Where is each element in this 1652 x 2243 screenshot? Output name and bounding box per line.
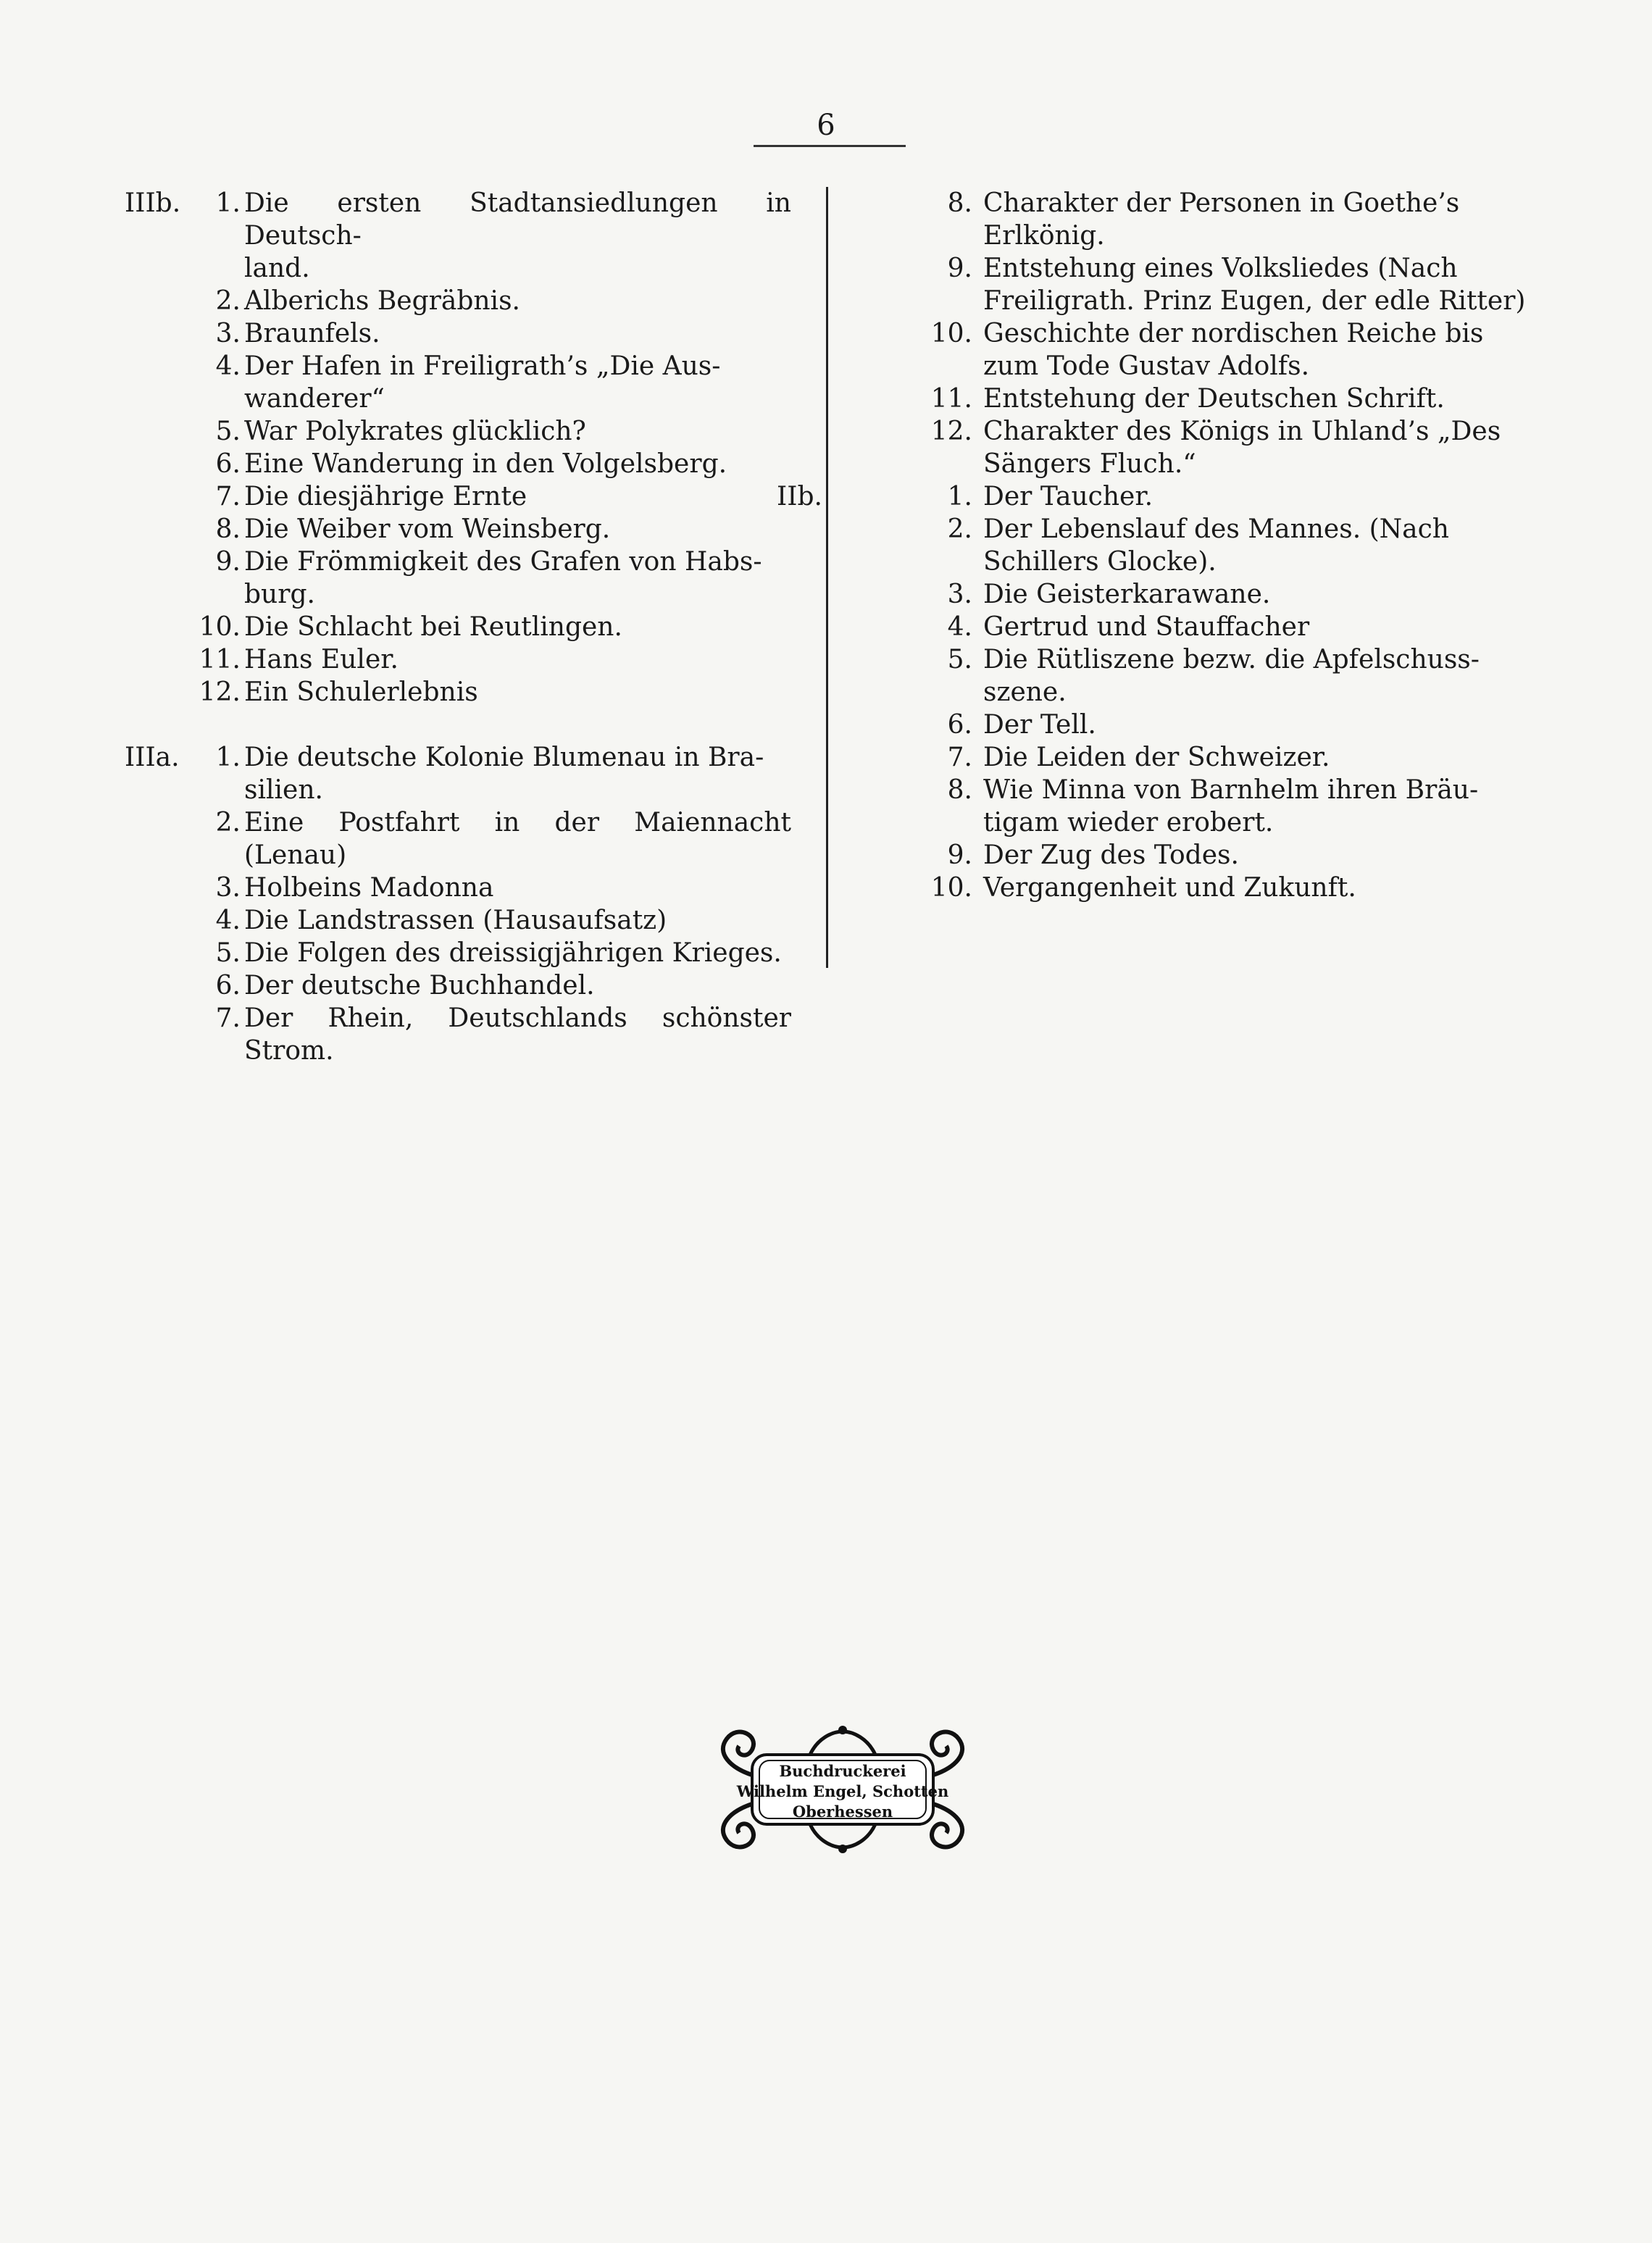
item-number: 8. xyxy=(947,775,972,805)
item-title: Die Geisterkarawane. xyxy=(983,580,1271,609)
essay-item xyxy=(849,806,1530,839)
item-number: 12. xyxy=(930,417,972,446)
item-title: Entstehung der Deutschen Schrift. xyxy=(983,384,1445,414)
item-number: 10. xyxy=(930,319,972,348)
item-number: 5. xyxy=(215,417,241,446)
essay-item xyxy=(849,383,1530,415)
item-title: Die Leiden der Schweizer. xyxy=(983,743,1330,772)
item-title: burg. xyxy=(244,580,315,609)
item-title: Wie Minna von Barnhelm ihren Bräu- xyxy=(983,775,1479,805)
item-title: Die diesjährige Ernte xyxy=(244,482,527,511)
essay-item xyxy=(125,285,791,317)
essay-item xyxy=(849,285,1530,317)
essay-item xyxy=(849,872,1530,904)
item-title: tigam wieder erobert. xyxy=(983,808,1274,838)
essay-item xyxy=(125,317,791,350)
essay-item xyxy=(125,415,791,448)
item-title: Die deutsche Kolonie Blumenau in Bra- xyxy=(244,743,764,772)
item-title: Geschichte der nordischen Reiche bis xyxy=(983,319,1484,348)
essay-item xyxy=(125,480,791,513)
essay-item xyxy=(125,611,791,643)
item-title: Die Folgen des dreissigjährigen Krieges. xyxy=(244,938,782,968)
essay-item xyxy=(125,676,791,709)
essay-item xyxy=(849,317,1530,350)
item-title: Der Zug des Todes. xyxy=(983,840,1239,870)
item-number: 7. xyxy=(947,743,972,772)
essay-item xyxy=(849,741,1530,774)
item-number: 1. xyxy=(215,743,241,772)
item-title: Die Rütliszene bezw. die Apfelschuss- xyxy=(983,645,1480,674)
page-number-rule xyxy=(754,145,906,147)
essay-item xyxy=(125,1002,791,1067)
item-number: 10. xyxy=(199,612,241,642)
item-number: 4. xyxy=(215,351,241,381)
essay-item xyxy=(125,806,791,872)
item-title: Charakter des Königs in Uhland’s „Des xyxy=(983,417,1501,446)
item-number: 5. xyxy=(215,938,241,968)
essay-item xyxy=(125,774,791,806)
item-title: Der Hafen in Freiligrath’s „Die Aus- xyxy=(244,351,721,381)
item-title: land. xyxy=(244,254,310,283)
essay-group xyxy=(125,187,791,709)
item-title: Der Rhein, Deutschlands schönster Strom. xyxy=(244,1003,791,1066)
item-number: 5. xyxy=(947,645,972,674)
item-title: Alberichs Begräbnis. xyxy=(244,286,520,316)
item-number: 9. xyxy=(215,547,241,577)
class-label: IIIa. xyxy=(125,743,180,772)
item-title: Freiligrath. Prinz Eugen, der edle Ritter) xyxy=(983,286,1526,316)
item-number: 6. xyxy=(215,449,241,479)
item-number: 1. xyxy=(215,188,241,218)
essay-item xyxy=(849,187,1530,220)
essay-item xyxy=(849,220,1530,252)
essay-item xyxy=(125,546,791,578)
essay-item xyxy=(125,643,791,676)
class-label: IIb. xyxy=(777,482,822,511)
item-title: Der Taucher. xyxy=(983,482,1154,511)
item-number: 4. xyxy=(215,906,241,935)
essay-item xyxy=(125,578,791,611)
item-number: 8. xyxy=(947,188,972,218)
essay-item xyxy=(849,350,1530,383)
item-number: 2. xyxy=(947,514,972,544)
item-number: 3. xyxy=(215,873,241,903)
essay-item xyxy=(849,480,1530,513)
item-number: 12. xyxy=(199,677,241,707)
item-title: Holbeins Madonna xyxy=(244,873,494,903)
item-number: 7. xyxy=(215,1003,241,1033)
class-label: IIIb. xyxy=(125,188,181,218)
essay-item xyxy=(125,937,791,969)
essay-item xyxy=(849,643,1530,676)
item-number: 9. xyxy=(947,254,972,283)
essay-item xyxy=(849,774,1530,806)
item-number: 2. xyxy=(215,286,241,316)
left-column xyxy=(125,187,791,1067)
essay-item xyxy=(849,252,1530,285)
item-title: szene. xyxy=(983,677,1067,707)
item-number: 6. xyxy=(215,971,241,1001)
essay-item xyxy=(125,513,791,546)
item-number: 3. xyxy=(947,580,972,609)
item-title: Eine Wanderung in den Volgelsberg. xyxy=(244,449,727,479)
item-number: 7. xyxy=(215,482,241,511)
item-number: 11. xyxy=(930,384,972,414)
item-title: War Polykrates glücklich? xyxy=(244,417,586,446)
item-title: Vergangenheit und Zukunft. xyxy=(983,873,1356,903)
essay-item xyxy=(849,546,1530,578)
item-number: 11. xyxy=(199,645,241,674)
item-title: zum Tode Gustav Adolfs. xyxy=(983,351,1310,381)
item-number: 4. xyxy=(947,612,972,642)
essay-item xyxy=(125,383,791,415)
essay-item xyxy=(125,872,791,904)
item-title: Der deutsche Buchhandel. xyxy=(244,971,595,1001)
printer-stamp xyxy=(701,1710,984,1862)
item-number: 1. xyxy=(947,482,972,511)
essay-group xyxy=(777,480,1530,904)
item-title: Gertrud und Stauffacher xyxy=(983,612,1310,642)
item-title: wanderer“ xyxy=(244,384,385,414)
essay-item xyxy=(849,709,1530,741)
essay-item xyxy=(125,350,791,383)
essay-item xyxy=(849,578,1530,611)
essay-group xyxy=(125,741,791,1067)
item-title: Der Tell. xyxy=(983,710,1096,740)
essay-item xyxy=(849,839,1530,872)
essay-group xyxy=(849,187,1530,480)
essay-item xyxy=(125,252,791,285)
stamp-line-1: Buchdruckerei xyxy=(779,1762,906,1780)
item-title: Die Landstrassen (Hausaufsatz) xyxy=(244,906,667,935)
essay-item xyxy=(849,676,1530,709)
essay-item xyxy=(125,741,791,774)
item-title: Der Lebenslauf des Mannes. (Nach xyxy=(983,514,1449,544)
item-title: Schillers Glocke). xyxy=(983,547,1217,577)
item-number: 3. xyxy=(215,319,241,348)
item-title: Die Frömmigkeit des Grafen von Habs- xyxy=(244,547,762,577)
essay-item xyxy=(849,415,1530,448)
item-title: Die Schlacht bei Reutlingen. xyxy=(244,612,622,642)
item-title: Braunfels. xyxy=(244,319,380,348)
essay-item xyxy=(125,904,791,937)
right-column xyxy=(777,187,1530,904)
stamp-line-3: Oberhessen xyxy=(792,1803,893,1821)
item-number: 10. xyxy=(930,873,972,903)
page-number: 6 xyxy=(817,109,835,142)
item-title: Eine Postfahrt in der Maiennacht (Lenau) xyxy=(244,808,791,870)
item-title: Entstehung eines Volksliedes (Nach xyxy=(983,254,1458,283)
item-title: Die ersten Stadtansiedlungen in Deutsch- xyxy=(244,188,791,251)
group-gap xyxy=(125,709,791,741)
item-number: 8. xyxy=(215,514,241,544)
item-title: Charakter der Personen in Goethe’s xyxy=(983,188,1460,218)
item-number: 2. xyxy=(215,808,241,838)
item-title: silien. xyxy=(244,775,323,805)
item-title: Die Weiber vom Weinsberg. xyxy=(244,514,611,544)
essay-item xyxy=(125,187,791,252)
item-title: Hans Euler. xyxy=(244,645,399,674)
item-number: 6. xyxy=(947,710,972,740)
essay-item xyxy=(849,611,1530,643)
item-title: Erlkönig. xyxy=(983,221,1105,251)
essay-item xyxy=(849,448,1530,480)
essay-item xyxy=(125,448,791,480)
column-divider xyxy=(826,187,828,968)
essay-item xyxy=(849,513,1530,546)
item-title: Ein Schulerlebnis xyxy=(244,677,478,707)
essay-item xyxy=(125,969,791,1002)
item-number: 9. xyxy=(947,840,972,870)
stamp-line-2: Wilhelm Engel, Schotten xyxy=(736,1782,949,1800)
item-title: Sängers Fluch.“ xyxy=(983,449,1196,479)
